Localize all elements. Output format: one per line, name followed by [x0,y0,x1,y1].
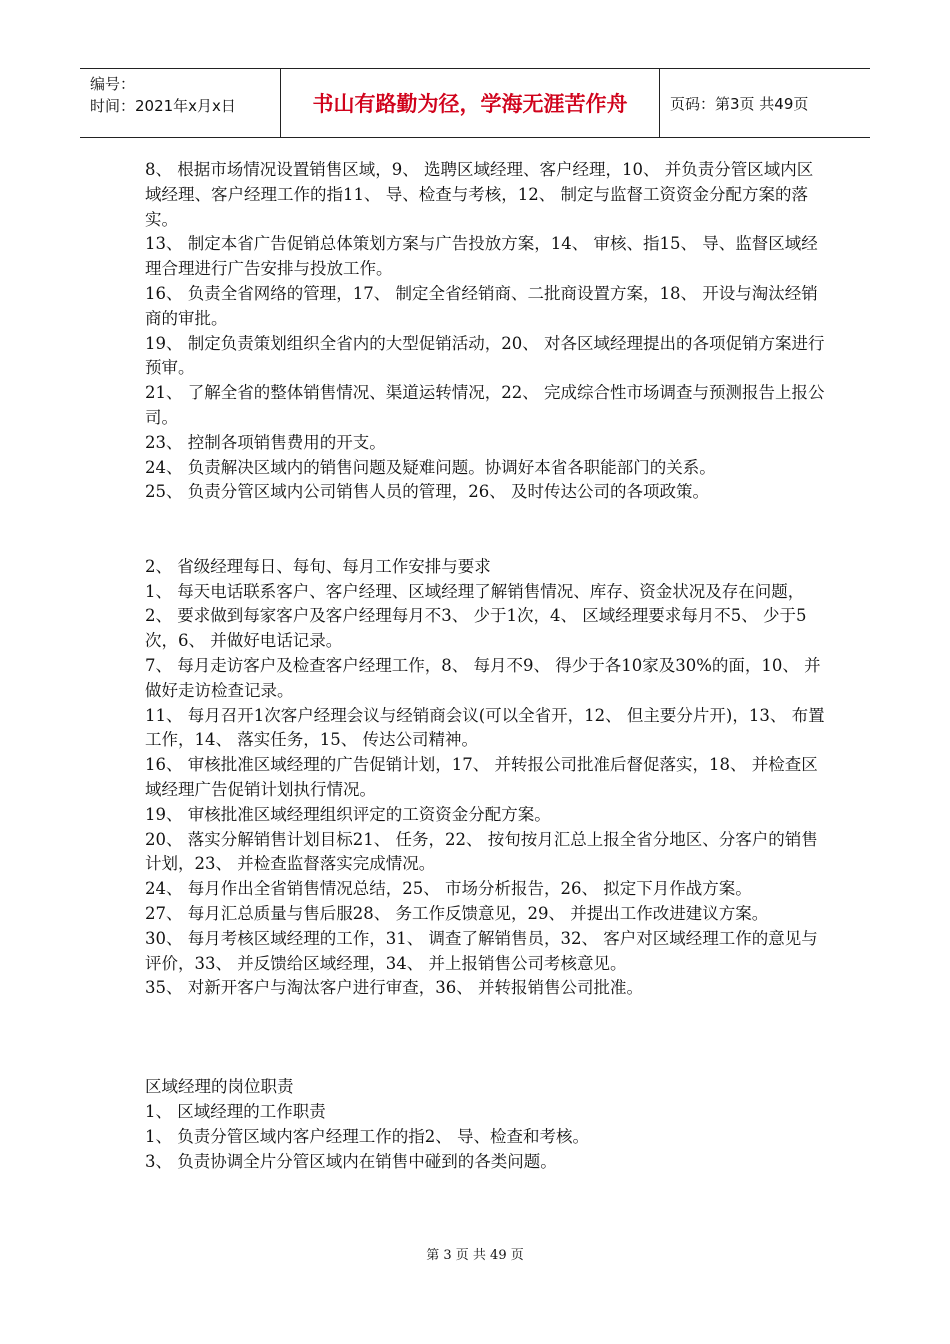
section-heading: 区域经理的岗位职责 [145,1077,294,1097]
paragraph: 27、 每月汇总质量与售后服28、 务工作反馈意见，29、 并提出工作改进建议方案。 [145,903,769,923]
paragraph: 7、 每月走访客户及检查客户经理工作，8、 每月不9、 得少于各10家及30%的面，10、 并做好走访检查记录。 [145,655,821,700]
paragraph: 19、 审核批准区域经理组织评定的工资资金分配方案。 [145,804,551,824]
header-meta [80,69,280,137]
paragraph: 16、 审核批准区域经理的广告促销计划，17、 并转报公司批准后督促落实，18、 并检查区域经理广告促销计划执行情况。 [145,755,818,799]
spacer [145,505,825,555]
section-heading: 2、 省级经理每日、每旬、每月工作安排与要求 [145,556,491,576]
paragraph: 13、 制定本省广告促销总体策划方案与广告投放方案，14、 审核、指15、 导、监督区域经理合理进行广告安排与投放工作。 [145,234,818,279]
paragraph: 1、 每天电话联系客户、客户经理、区域经理了解销售情况、库存、资金状况及存在问题，2、 要求做到每家客户及客户经理每月不3、 少于1次，4、 区域经理要求每月不5、 少于5次，6、 并做好电话记录。 [145,581,807,651]
spacer [145,1001,825,1075]
paragraph: 23、 控制各项销售费用的开支。 [145,432,386,452]
paragraph: 3、 负责协调全片分管区域内在销售中碰到的各类问题。 [145,1151,557,1171]
paragraph: 21、 了解全省的整体销售情况、渠道运转情况，22、 完成综合性市场调查与预测报告上报公司。 [145,383,825,427]
page-header [80,68,870,138]
paragraph: 24、 每月作出全省销售情况总结，25、 市场分析报告，26、 拟定下月作战方案。 [145,879,752,899]
header-page-code: 页码：第3页 共49页 [670,94,809,113]
paragraph: 20、 落实分解销售计划目标21、 任务，22、 按旬按月汇总上报全省分地区、分客户的销售计划，23、 并检查监督落实完成情况。 [145,829,818,874]
paragraph: 16、 负责全省网络的管理，17、 制定全省经销商、二批商设置方案，18、 开设与淘汰经销商的审批。 [145,283,818,328]
paragraph: 30、 每月考核区域经理的工作，31、 调查了解销售员，32、 客户对区域经理工作的意见与评价，33、 并反馈给区域经理，34、 并上报销售公司考核意见。 [145,928,818,973]
number-label: 编号： [90,75,136,93]
paragraph: 1、 负责分管区域内客户经理工作的指2、 导、检查和考核。 [145,1127,589,1147]
subsection-heading: 1、 区域经理的工作职责 [145,1102,326,1122]
paragraph: 19、 制定负责策划组织全省内的大型促销活动，20、 对各区域经理提出的各项促销方案进行预审。 [145,333,825,378]
paragraph: 25、 负责分管区域内公司销售人员的管理，26、 及时传达公司的各项政策。 [145,482,709,502]
page-footer: 第 3 页 共 49 页 [426,1248,524,1263]
header-motto: 书山有路勤为径，学海无涯苦作舟 [280,69,660,137]
time-label: 时间：2021年x月x日 [90,97,236,115]
paragraph: 8、 根据市场情况设置销售区域，9、 选聘区域经理、客户经理，10、 并负责分管区域内区域经理、客户经理工作的指11、 导、检查与考核，12、 制定与监督工资资金分配方案的落实。 [145,160,814,229]
document-body [145,158,825,1175]
paragraph: 11、 每月召开1次客户经理会议与经销商会议(可以全省开，12、 但主要分片开)，13、 布置工作，14、 落实任务，15、 传达公司精神。 [145,705,825,750]
paragraph: 24、 负责解决区域内的销售问题及疑难问题。协调好本省各职能部门的关系。 [145,457,716,477]
paragraph: 35、 对新开客户与淘汰客户进行审查，36、 并转报销售公司批准。 [145,978,643,998]
